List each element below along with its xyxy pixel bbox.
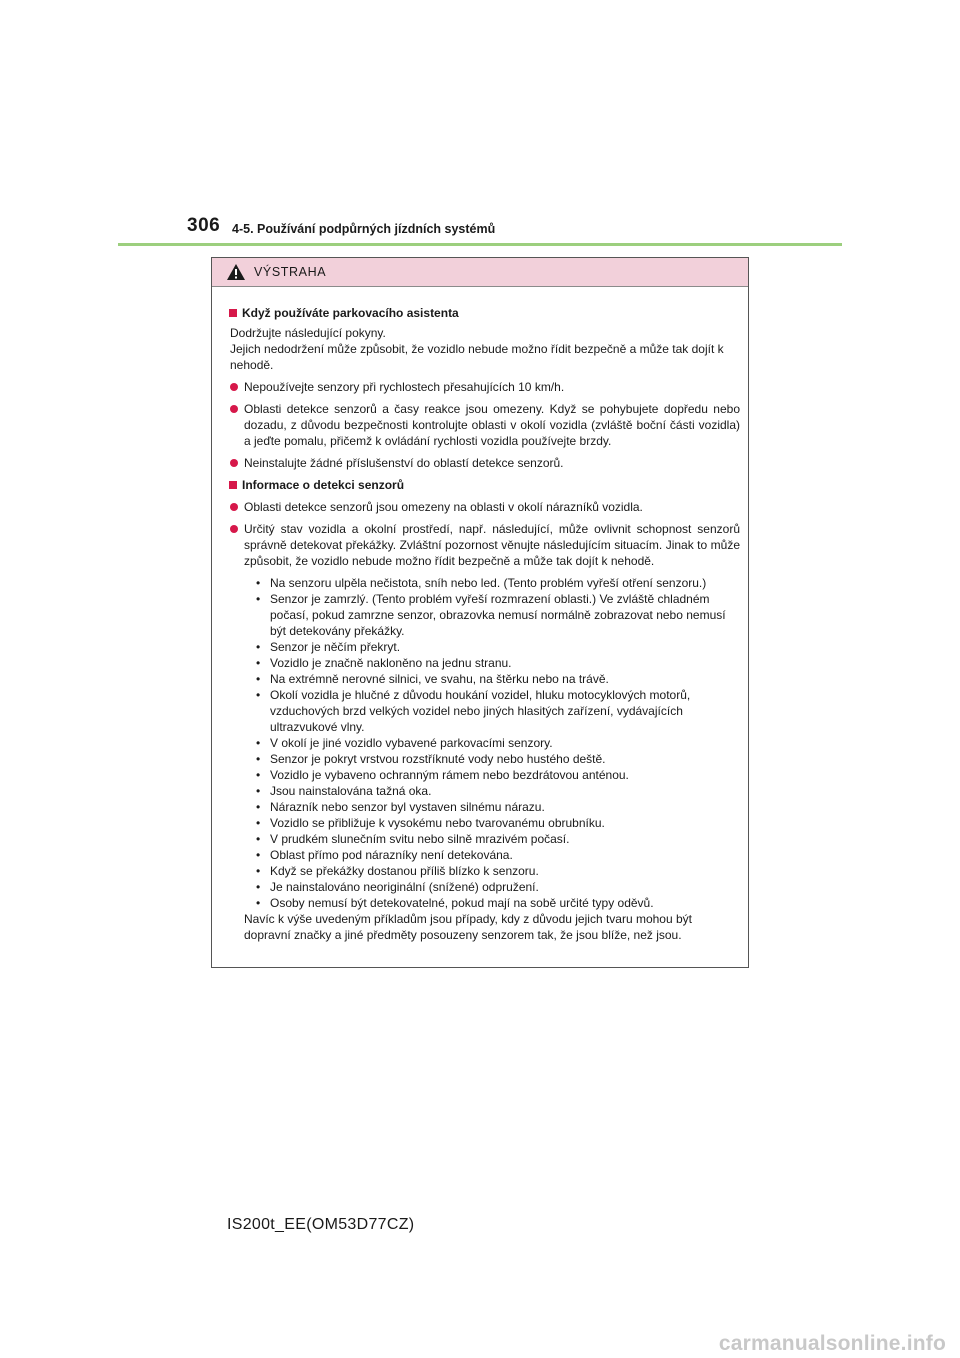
middle-dot-icon: • <box>256 800 261 814</box>
middle-dot-icon: • <box>256 832 261 846</box>
list-item <box>228 455 740 471</box>
warning-triangle-icon <box>226 263 246 281</box>
sub-list-item <box>254 879 740 895</box>
sub-list-item <box>254 863 740 879</box>
sub-list-item-text: Nárazník nebo senzor byl vystaven silnému nárazu. <box>270 800 545 814</box>
sub-list-item-text: Na senzoru ulpěla nečistota, sníh nebo led. (Tento problém vyřeší otření senzoru.) <box>270 576 707 590</box>
bullet-dot-icon <box>230 525 238 533</box>
list-item <box>228 379 740 395</box>
subsection-heading <box>228 477 740 493</box>
document-code: IS200t_EE(OM53D77CZ) <box>227 1216 415 1233</box>
sub-list-item <box>254 831 740 847</box>
middle-dot-icon: • <box>256 784 261 798</box>
subsection-heading-text: Informace o detekci senzorů <box>242 478 405 492</box>
bullet-dot-icon <box>230 503 238 511</box>
sub-list-item-text: Oblast přímo pod nárazníky není detekována. <box>270 848 513 862</box>
sub-list-item-text: Vozidlo je značně nakloněno na jednu stranu. <box>270 656 512 670</box>
middle-dot-icon: • <box>256 880 261 894</box>
middle-dot-icon: • <box>256 640 261 654</box>
header-rule <box>118 243 842 246</box>
sub-list-item <box>254 783 740 799</box>
middle-dot-icon: • <box>256 816 261 830</box>
list-item-text: Oblasti detekce senzorů a časy reakce jsou omezeny. Když se pohybujete dopředu nebo dozadu, z důvodu bezpečnosti kontrolujte oblasti v okolí vozidla (zvláště boční části vozidla) a jeďte pomalu, přičemž k ovládání rychlosti vozidla používejte brzdy. <box>244 402 740 448</box>
bullet-dot-icon <box>230 383 238 391</box>
bullet-dot-icon <box>230 405 238 413</box>
subsection-heading-text: Když používáte parkovacího asistenta <box>242 306 459 320</box>
intro-line: Dodržujte následující pokyny. <box>230 326 386 340</box>
square-bullet-icon <box>229 481 237 489</box>
warning-title: VÝSTRAHA <box>254 265 327 279</box>
sub-list-item-text: Vozidlo je vybaveno ochranným rámem nebo bezdrátovou anténou. <box>270 768 629 782</box>
sub-list-item <box>254 575 740 591</box>
sub-list-item <box>254 735 740 751</box>
list-item-text: Oblasti detekce senzorů jsou omezeny na oblasti v okolí nárazníků vozidla. <box>244 500 643 514</box>
sub-list-item-text: V prudkém slunečním svitu nebo silně mrazivém počasí. <box>270 832 570 846</box>
closing-paragraph: Navíc k výše uvedeným příkladům jsou případy, kdy z důvodu jejich tvaru mohou být dopravní značky a jiné předměty posouzeny senzorem tak, že jsou blíže, než jsou. <box>244 912 692 942</box>
warning-header <box>212 258 748 287</box>
intro-line: Jejich nedodržení může způsobit, že vozidlo nebude možno řídit bezpečně a může tak dojít k nehodě. <box>230 342 724 372</box>
sub-list-item-text: V okolí je jiné vozidlo vybavené parkovacími senzory. <box>270 736 553 750</box>
sub-list-item-text: Je nainstalováno neoriginální (snížené) odpružení. <box>270 880 539 894</box>
middle-dot-icon: • <box>256 864 261 878</box>
sub-list-item <box>254 799 740 815</box>
watermark-text: carmanualsonline.info <box>718 1332 946 1355</box>
subsection-heading <box>228 305 740 321</box>
page-number: 306 <box>187 215 221 236</box>
list-item <box>228 499 740 515</box>
sub-list-item <box>254 895 740 911</box>
list-item-text: Nepoužívejte senzory při rychlostech přesahujících 10 km/h. <box>244 380 565 394</box>
sub-list-item-text: Když se překážky dostanou příliš blízko k senzoru. <box>270 864 539 878</box>
middle-dot-icon: • <box>256 592 261 606</box>
sub-list-item <box>254 767 740 783</box>
sub-list-item-text: Jsou nainstalována tažná oka. <box>270 784 432 798</box>
sub-list-item <box>254 639 740 655</box>
list-item-text: Určitý stav vozidla a okolní prostředí, např. následující, může ovlivnit schopnost senzorů správně detekovat překážky. Zvláštní pozornost věnujte následujícím situacím. Jinak to může způsobit, že vozidlo nebude možno řídit bezpečně a může tak dojít k nehodě. <box>244 522 740 568</box>
warning-body <box>212 287 748 943</box>
warning-box <box>211 257 749 968</box>
sub-list-item <box>254 655 740 671</box>
sub-list-item <box>254 751 740 767</box>
middle-dot-icon: • <box>256 848 261 862</box>
sub-list-item-text: Senzor je zamrzlý. (Tento problém vyřeší rozmrazení oblasti.) Ve zvláště chladném počasí, pokud zamrzne senzor, obrazovka nemusí normálně zobrazovat nebo nemusí být detekovány překážky. <box>270 592 726 638</box>
sub-list-item-text: Senzor je něčím překryt. <box>270 640 401 654</box>
middle-dot-icon: • <box>256 896 261 910</box>
middle-dot-icon: • <box>256 736 261 750</box>
sub-list-item-text: Osoby nemusí být detekovatelné, pokud mají na sobě určité typy oděvů. <box>270 896 654 910</box>
middle-dot-icon: • <box>256 672 261 686</box>
sub-list-item <box>254 687 740 735</box>
sub-list-item-text: Senzor je pokryt vrstvou rozstříknuté vody nebo hustého deště. <box>270 752 606 766</box>
sub-list-item <box>254 591 740 639</box>
square-bullet-icon <box>229 309 237 317</box>
sub-list <box>228 575 740 911</box>
middle-dot-icon: • <box>256 576 261 590</box>
sub-list-item-text: Vozidlo se přibližuje k vysokému nebo tvarovanému obrubníku. <box>270 816 605 830</box>
middle-dot-icon: • <box>256 768 261 782</box>
sub-list-item <box>254 815 740 831</box>
middle-dot-icon: • <box>256 752 261 766</box>
sub-list-item-text: Na extrémně nerovné silnici, ve svahu, na štěrku nebo na trávě. <box>270 672 609 686</box>
sub-list-item-text: Okolí vozidla je hlučné z důvodu houkání vozidel, hluku motocyklových motorů, vzduchových brzd velkých vozidel nebo jiných hlasitých zařízení, vydávajících ultrazvukové vlny. <box>270 688 691 734</box>
sub-list-item <box>254 847 740 863</box>
intro-paragraph <box>228 325 740 373</box>
list-item <box>228 401 740 449</box>
list-item <box>228 521 740 569</box>
sub-list-item <box>254 671 740 687</box>
bullet-dot-icon <box>230 459 238 467</box>
section-title: 4-5. Používání podpůrných jízdních systémů <box>232 222 496 236</box>
list-item-text: Neinstalujte žádné příslušenství do oblastí detekce senzorů. <box>244 456 564 470</box>
middle-dot-icon: • <box>256 688 261 702</box>
middle-dot-icon: • <box>256 656 261 670</box>
